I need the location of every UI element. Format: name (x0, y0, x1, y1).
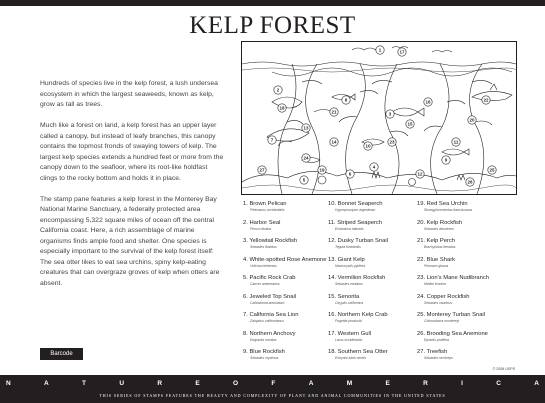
species-scientific-name: Zalophus californianus (250, 319, 284, 323)
illustration-number-label: 3 (388, 111, 392, 117)
illustration-number-label: 2 (276, 87, 280, 93)
illustration-number-label: 17 (399, 49, 405, 55)
species-scientific-name: Melibe leonina (424, 282, 446, 286)
species-scientific-name: Macrocystis pyrifera (335, 263, 366, 268)
illustration-number-marker (424, 98, 432, 106)
species-common-name: 23. Lion's Mane Nudibranch (417, 275, 490, 281)
intro-text (40, 79, 224, 300)
species-scientific-name: Phoca vitulina (250, 226, 272, 231)
footer-title-letter: M (346, 380, 353, 387)
footer-title-letter: N (6, 380, 11, 387)
species-key-item (417, 257, 515, 268)
species-common-name: 19. Red Sea Urchin (417, 201, 468, 207)
species-scientific-name: Enhydra lutris nereis (335, 356, 366, 360)
species-key-item (328, 312, 426, 323)
species-key-item (243, 220, 341, 231)
species-scientific-name: Sebastes flavidus (250, 245, 277, 249)
illustration-number-marker (268, 136, 276, 144)
illustration-number-label: 12 (417, 171, 423, 177)
species-scientific-name: Cancer antennarius (250, 282, 280, 286)
illustration-number-label: 25 (489, 167, 495, 173)
species-key-item (417, 201, 515, 212)
species-scientific-name: Sebastes miniatus (335, 282, 363, 286)
species-common-name: 2. Harbor Seal (243, 219, 281, 226)
illustration-number-marker (388, 138, 396, 146)
species-key-item (243, 312, 341, 323)
footer-title-letter: A (44, 380, 49, 387)
illustration-number-marker (302, 124, 310, 132)
footer-title-letter: A (308, 380, 314, 387)
species-scientific-name: Tegula funebralis (335, 245, 361, 249)
species-scientific-name: Sebastes caurinus (424, 300, 452, 305)
species-common-name: 26. Brooding Sea Anemone (417, 330, 488, 337)
illustration-number-marker (452, 138, 460, 146)
illustration-number-marker (482, 96, 490, 104)
species-scientific-name: Pugettia producta (335, 319, 362, 323)
illustration-number-label: 15 (407, 121, 413, 127)
illustration-number-marker (274, 86, 282, 94)
species-common-name: 27. Treefish (417, 349, 448, 355)
species-common-name: 24. Copper Rockfish (417, 293, 470, 300)
species-scientific-name: Sebastes mystinus (250, 356, 279, 360)
illustration-number-marker (386, 110, 394, 118)
intro-paragraph-3: The stamp pane features a kelp forest in the Monterey Bay National Marine Sanctuary, a federally protected area encompassing 5,322 square miles of ocean off the central California coast. Here, a rich assemblage of marine organisms finds ample food and shelter. One species is especially important to the survival of the kelp forest itself: The sea otter likes to eat sea urchins, spiny kelp-eating creatures that can overgraze groves of kelp when otters are absent. (40, 195, 220, 287)
footer-title-letter: A (534, 380, 539, 387)
species-scientific-name: Pelecanus occidentalis (250, 208, 285, 212)
footer-title-letter: I (461, 380, 463, 387)
illustration-number-label: 10 (365, 143, 371, 149)
species-scientific-name: Embiotoca lateralis (335, 226, 364, 231)
illustration-number-label: 21 (331, 109, 337, 115)
species-scientific-name: Sebastes atrovirens (424, 226, 454, 231)
species-key-item (417, 220, 515, 231)
illustration-number-marker (330, 108, 338, 116)
species-common-name: 12. Dusky Turban Snail (328, 238, 388, 244)
species-scientific-name: Brachyistius frenatus (424, 245, 456, 249)
illustration-number-label: 9 (444, 157, 448, 163)
species-key-item (328, 257, 426, 268)
species-key-item (417, 275, 515, 286)
illustration-number-marker (318, 166, 326, 174)
species-scientific-name: Urticina lofotensis (250, 263, 277, 268)
species-key-item (243, 275, 341, 286)
species-common-name: 11. Striped Seaperch (328, 219, 383, 226)
species-scientific-name: Epiactis prolifera (424, 337, 450, 342)
barcode-label: Barcode (40, 348, 83, 360)
species-key-item (243, 201, 341, 212)
species-key-item (417, 294, 515, 305)
species-scientific-name: Hyperprosopon argenteum (335, 208, 376, 212)
illustration-number-marker (376, 46, 384, 54)
species-key-item (243, 331, 341, 342)
species-common-name: 20. Kelp Rockfish (417, 219, 463, 226)
illustration-number-marker (346, 170, 354, 178)
illustration-number-label: 4 (372, 164, 376, 170)
illustration-number-label: 27 (259, 167, 265, 173)
species-key-item (328, 349, 426, 360)
footer-title-letter: E (195, 380, 200, 387)
illustration-number-marker (364, 142, 372, 150)
illustration-number-label: 16 (425, 99, 431, 105)
species-scientific-name: Chlorostoma montereyi (424, 319, 460, 323)
species-key-item (328, 220, 426, 231)
illustration-number-marker (258, 166, 266, 174)
illustration-number-marker (342, 96, 350, 104)
illustration-number-marker (300, 176, 308, 184)
kelp-forest-line-art (242, 42, 516, 194)
illustration-number-marker (416, 170, 424, 178)
illustration-number-label: 26 (467, 179, 473, 185)
species-key-item (417, 331, 515, 342)
species-scientific-name: Oxyjulis californica (335, 300, 364, 305)
species-common-name: 25. Monterey Turban Snail (417, 312, 485, 318)
top-border-bar (0, 0, 545, 6)
species-common-name: 15. Senorita (328, 293, 360, 300)
illustration-number-label: 22 (483, 97, 489, 103)
illustration-number-label: 5 (302, 177, 306, 183)
illustration-number-marker (442, 156, 450, 164)
species-key-item (417, 312, 515, 323)
illustration-number-marker (398, 48, 406, 56)
species-common-name: 7. California Sea Lion (243, 312, 299, 318)
footer-title-letter: U (119, 380, 125, 387)
illustration-number-marker (468, 116, 476, 124)
footer-title-letter: R (423, 380, 428, 387)
species-key-list (243, 201, 533, 369)
illustration-number-markers (258, 46, 496, 186)
species-key-item (417, 349, 515, 360)
species-common-name: 16. Northern Kelp Crab (328, 312, 388, 318)
illustration-number-label: 23 (389, 139, 395, 145)
intro-paragraph-2: Much like a forest on land, a kelp forest has an upper layer called a canopy, but instead of leafy branches, this canopy contains the topmost fronds of swaying towers of kelp. The largest kelp species extends a hundred feet or more from the canopy down to the seafloor, where its root-like holdfast clings to the rocky bottom and holds it in place. (40, 122, 224, 182)
species-key-item (243, 238, 341, 249)
species-common-name: 17. Western Gull (328, 330, 372, 337)
species-scientific-name: Larus occidentalis (335, 337, 363, 342)
illustration-number-label: 7 (270, 137, 274, 143)
species-common-name: 4. White-spotted Rose Anemone (243, 256, 327, 263)
species-common-name: 14. Vermilion Rockfish (328, 275, 386, 281)
species-common-name: 13. Giant Kelp (328, 256, 365, 263)
illustration-number-label: 1 (378, 47, 382, 53)
species-key-item (243, 294, 341, 305)
page-title: KELP FOREST (189, 12, 356, 39)
species-common-name: 22. Blue Shark (417, 256, 456, 263)
footer-title-letter: F (271, 380, 276, 387)
illustration-number-marker (488, 166, 496, 174)
illustration-number-label: 24 (303, 155, 309, 161)
species-key-item (328, 294, 426, 305)
illustration-number-marker (406, 120, 414, 128)
species-scientific-name: Calliostoma annulatum (250, 300, 285, 305)
species-common-name: 8. Northern Anchovy (243, 330, 296, 337)
intro-paragraph-1: Hundreds of species live in the kelp forest, a lush undersea ecosystem in which the largest seaweeds, known as kelp, grow as tall as trees. (40, 80, 218, 108)
footer-title-letter: O (233, 380, 239, 387)
illustration-number-label: 6 (348, 171, 352, 177)
illustration-number-marker (370, 163, 378, 171)
footer-title-letter: E (385, 380, 390, 387)
species-key-item (328, 201, 426, 212)
copyright-notice: © 2008 USPS (492, 367, 515, 371)
illustration-number-marker (330, 138, 338, 146)
illustration-number-marker (302, 154, 310, 162)
illustration-number-label: 19 (319, 167, 325, 173)
illustration-number-marker (466, 178, 474, 186)
illustration-number-label: 13 (303, 125, 309, 131)
species-key-item (328, 275, 426, 286)
kelp-forest-key-illustration (241, 41, 517, 195)
footer-title-letter: C (496, 380, 501, 387)
illustration-number-label: 14 (331, 139, 337, 145)
illustration-number-label: 8 (344, 97, 348, 103)
species-common-name: 9. Blue Rockfish (243, 349, 285, 355)
illustration-number-label: 11 (453, 139, 459, 145)
species-key-item (328, 331, 426, 342)
footer-title-letter: T (82, 380, 87, 387)
species-key-item (417, 238, 515, 249)
species-scientific-name: Engraulis mordax (250, 337, 277, 342)
species-scientific-name: Sebastes serriceps (424, 356, 453, 360)
species-scientific-name: Prionace glauca (424, 263, 449, 268)
species-common-name: 5. Pacific Rock Crab (243, 275, 296, 281)
species-key-item (328, 238, 426, 249)
species-common-name: 1. Brown Pelican (243, 201, 287, 207)
footer-series-subtitle: THIS SERIES OF STAMPS FEATURES THE BEAUTY AND COMPLEXITY OF PLANT AND ANIMAL COMMUNITIES IN THE UNITED STATES (99, 393, 446, 398)
species-common-name: 21. Kelp Perch (417, 238, 456, 244)
footer-series-title (6, 380, 539, 387)
illustration-number-marker (278, 104, 286, 112)
illustration-number-label: 18 (279, 105, 285, 111)
species-key-item (243, 257, 341, 268)
species-common-name: 10. Bonnet Seaperch (328, 201, 383, 207)
species-common-name: 6. Jeweled Top Snail (243, 293, 297, 300)
illustration-number-label: 20 (469, 117, 475, 123)
footer-title-letter: R (157, 380, 163, 387)
species-common-name: 18. Southern Sea Otter (328, 349, 388, 355)
species-key-item (243, 349, 341, 360)
species-common-name: 3. Yellowtail Rockfish (243, 238, 298, 244)
species-scientific-name: Strongylocentrotus franciscanus (424, 208, 473, 212)
